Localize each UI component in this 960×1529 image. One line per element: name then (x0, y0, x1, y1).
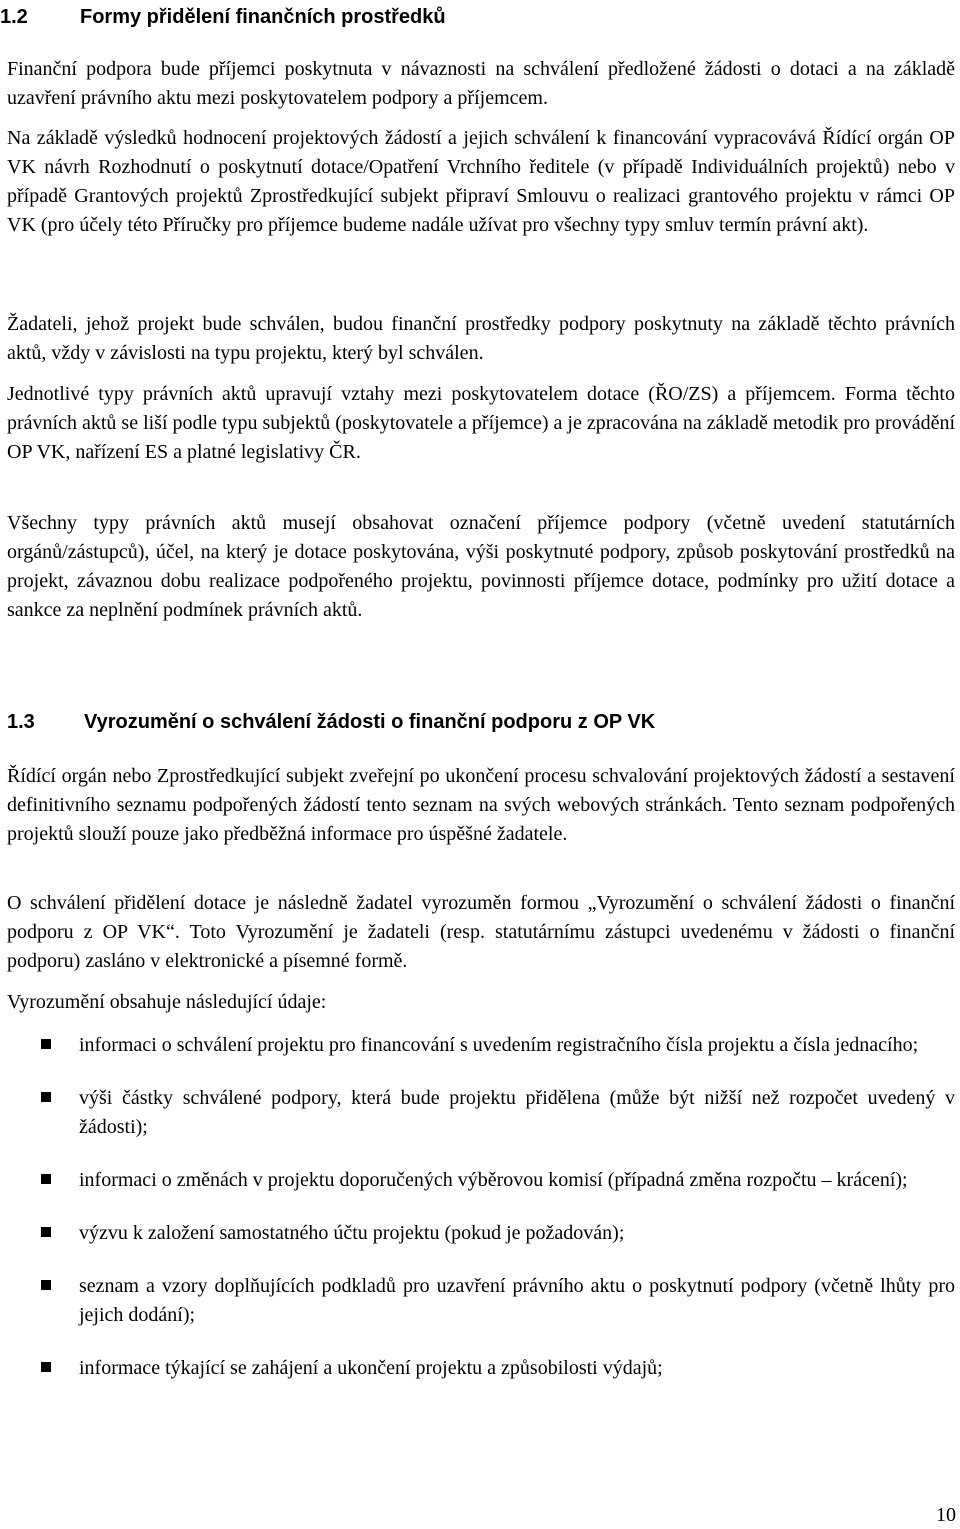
paragraph: Vyrozumění obsahuje následující údaje: (7, 991, 327, 1013)
paragraph: Řídící orgán nebo Zprostředkující subjekt zveřejní po ukončení procesu schvalování projektových žádostí a sestavení definitivního seznamu podpořených žádostí tento seznam na svých webových stránkách. Tento seznam podpořených projektů slouží pouze jako předběžná informace pro úspěšné žadatele. (7, 765, 955, 845)
square-bullet-icon (41, 1039, 51, 1049)
paragraph: Žadateli, jehož projekt bude schválen, budou finanční prostředky podpory poskytnuty na základě těchto právních aktů, vždy v závislosti na typu projektu, který byl schválen. (7, 313, 955, 364)
square-bullet-icon (41, 1174, 51, 1184)
paragraph: Na základě výsledků hodnocení projektových žádostí a jejich schválení k financování vypracovává Řídící orgán OP VK návrh Rozhodnutí o poskytnutí dotace/Opatření Vrchního ředitele (v případě Individuálních projektů) nebo v případě Grantových projektů Zprostředkující subjekt připraví Smlouvu o realizaci grantového projektu v rámci OP VK (pro účely této Příručky pro příjemce budeme nadále užívat pro všechny typy smluv termín právní akt). (7, 127, 955, 236)
square-bullet-icon (41, 1280, 51, 1290)
section-heading (7, 709, 655, 735)
list-item: výzvu k založení samostatného účtu projektu (pokud je požadován); (0, 1219, 955, 1248)
section-number: 1.3 (7, 711, 35, 733)
page-number: 10 (936, 1504, 956, 1526)
section-title: Formy přidělení finančních prostředků (80, 6, 446, 28)
square-bullet-icon (41, 1092, 51, 1102)
paragraph: O schválení přidělení dotace je následně žadatel vyrozuměn formou „Vyrozumění o schválení žádosti o finanční podporu z OP VK“. Toto Vyrozumění je žadateli (resp. statutárnímu zástupci uvedenému v žádosti o finanční podporu) zasláno v elektronické a písemné formě. (7, 892, 955, 972)
section-title: Vyrozumění o schválení žádosti o finanční podporu z OP VK (84, 711, 656, 733)
paragraph: Jednotlivé typy právních aktů upravují vztahy mezi poskytovatelem dotace (ŘO/ZS) a příjemcem. Forma těchto právních aktů se liší podle typu subjektů (poskytovatele a příjemce) a je zpracována na základě metodik pro provádění OP VK, nařízení ES a platné legislativy ČR. (7, 383, 955, 463)
section-heading (0, 4, 446, 30)
square-bullet-icon (41, 1362, 51, 1372)
list-item: informaci o schválení projektu pro financování s uvedením registračního čísla projektu a čísla jednacího; (0, 1031, 955, 1060)
list-item: výši částky schválené podpory, která bude projektu přidělena (může být nižší než rozpočet uvedený v žádosti); (0, 1084, 955, 1142)
paragraph: Všechny typy právních aktů musejí obsahovat označení příjemce podpory (včetně uvedení statutárních orgánů/zástupců), účel, na který je dotace poskytována, výši poskytnuté podpory, způsob poskytování prostředků na projekt, závaznou dobu realizace podpořeného projektu, povinnosti příjemce dotace, podmínky pro užití dotace a sankce za neplnění podmínek právních aktů. (7, 512, 955, 621)
square-bullet-icon (41, 1227, 51, 1237)
list-item: seznam a vzory doplňujících podkladů pro uzavření právního aktu o poskytnutí podpory (včetně lhůty pro jejich dodání); (0, 1272, 955, 1330)
section-number: 1.2 (0, 6, 28, 28)
bullet-list (0, 1031, 960, 1383)
paragraph: Finanční podpora bude příjemci poskytnuta v návaznosti na schválení předložené žádosti o dotaci a na základě uzavření právního aktu mezi poskytovatelem podpory a příjemcem. (7, 58, 955, 109)
list-item: informaci o změnách v projektu doporučených výběrovou komisí (případná změna rozpočtu – krácení); (0, 1166, 955, 1195)
list-item: informace týkající se zahájení a ukončení projektu a způsobilosti výdajů; (0, 1354, 955, 1383)
